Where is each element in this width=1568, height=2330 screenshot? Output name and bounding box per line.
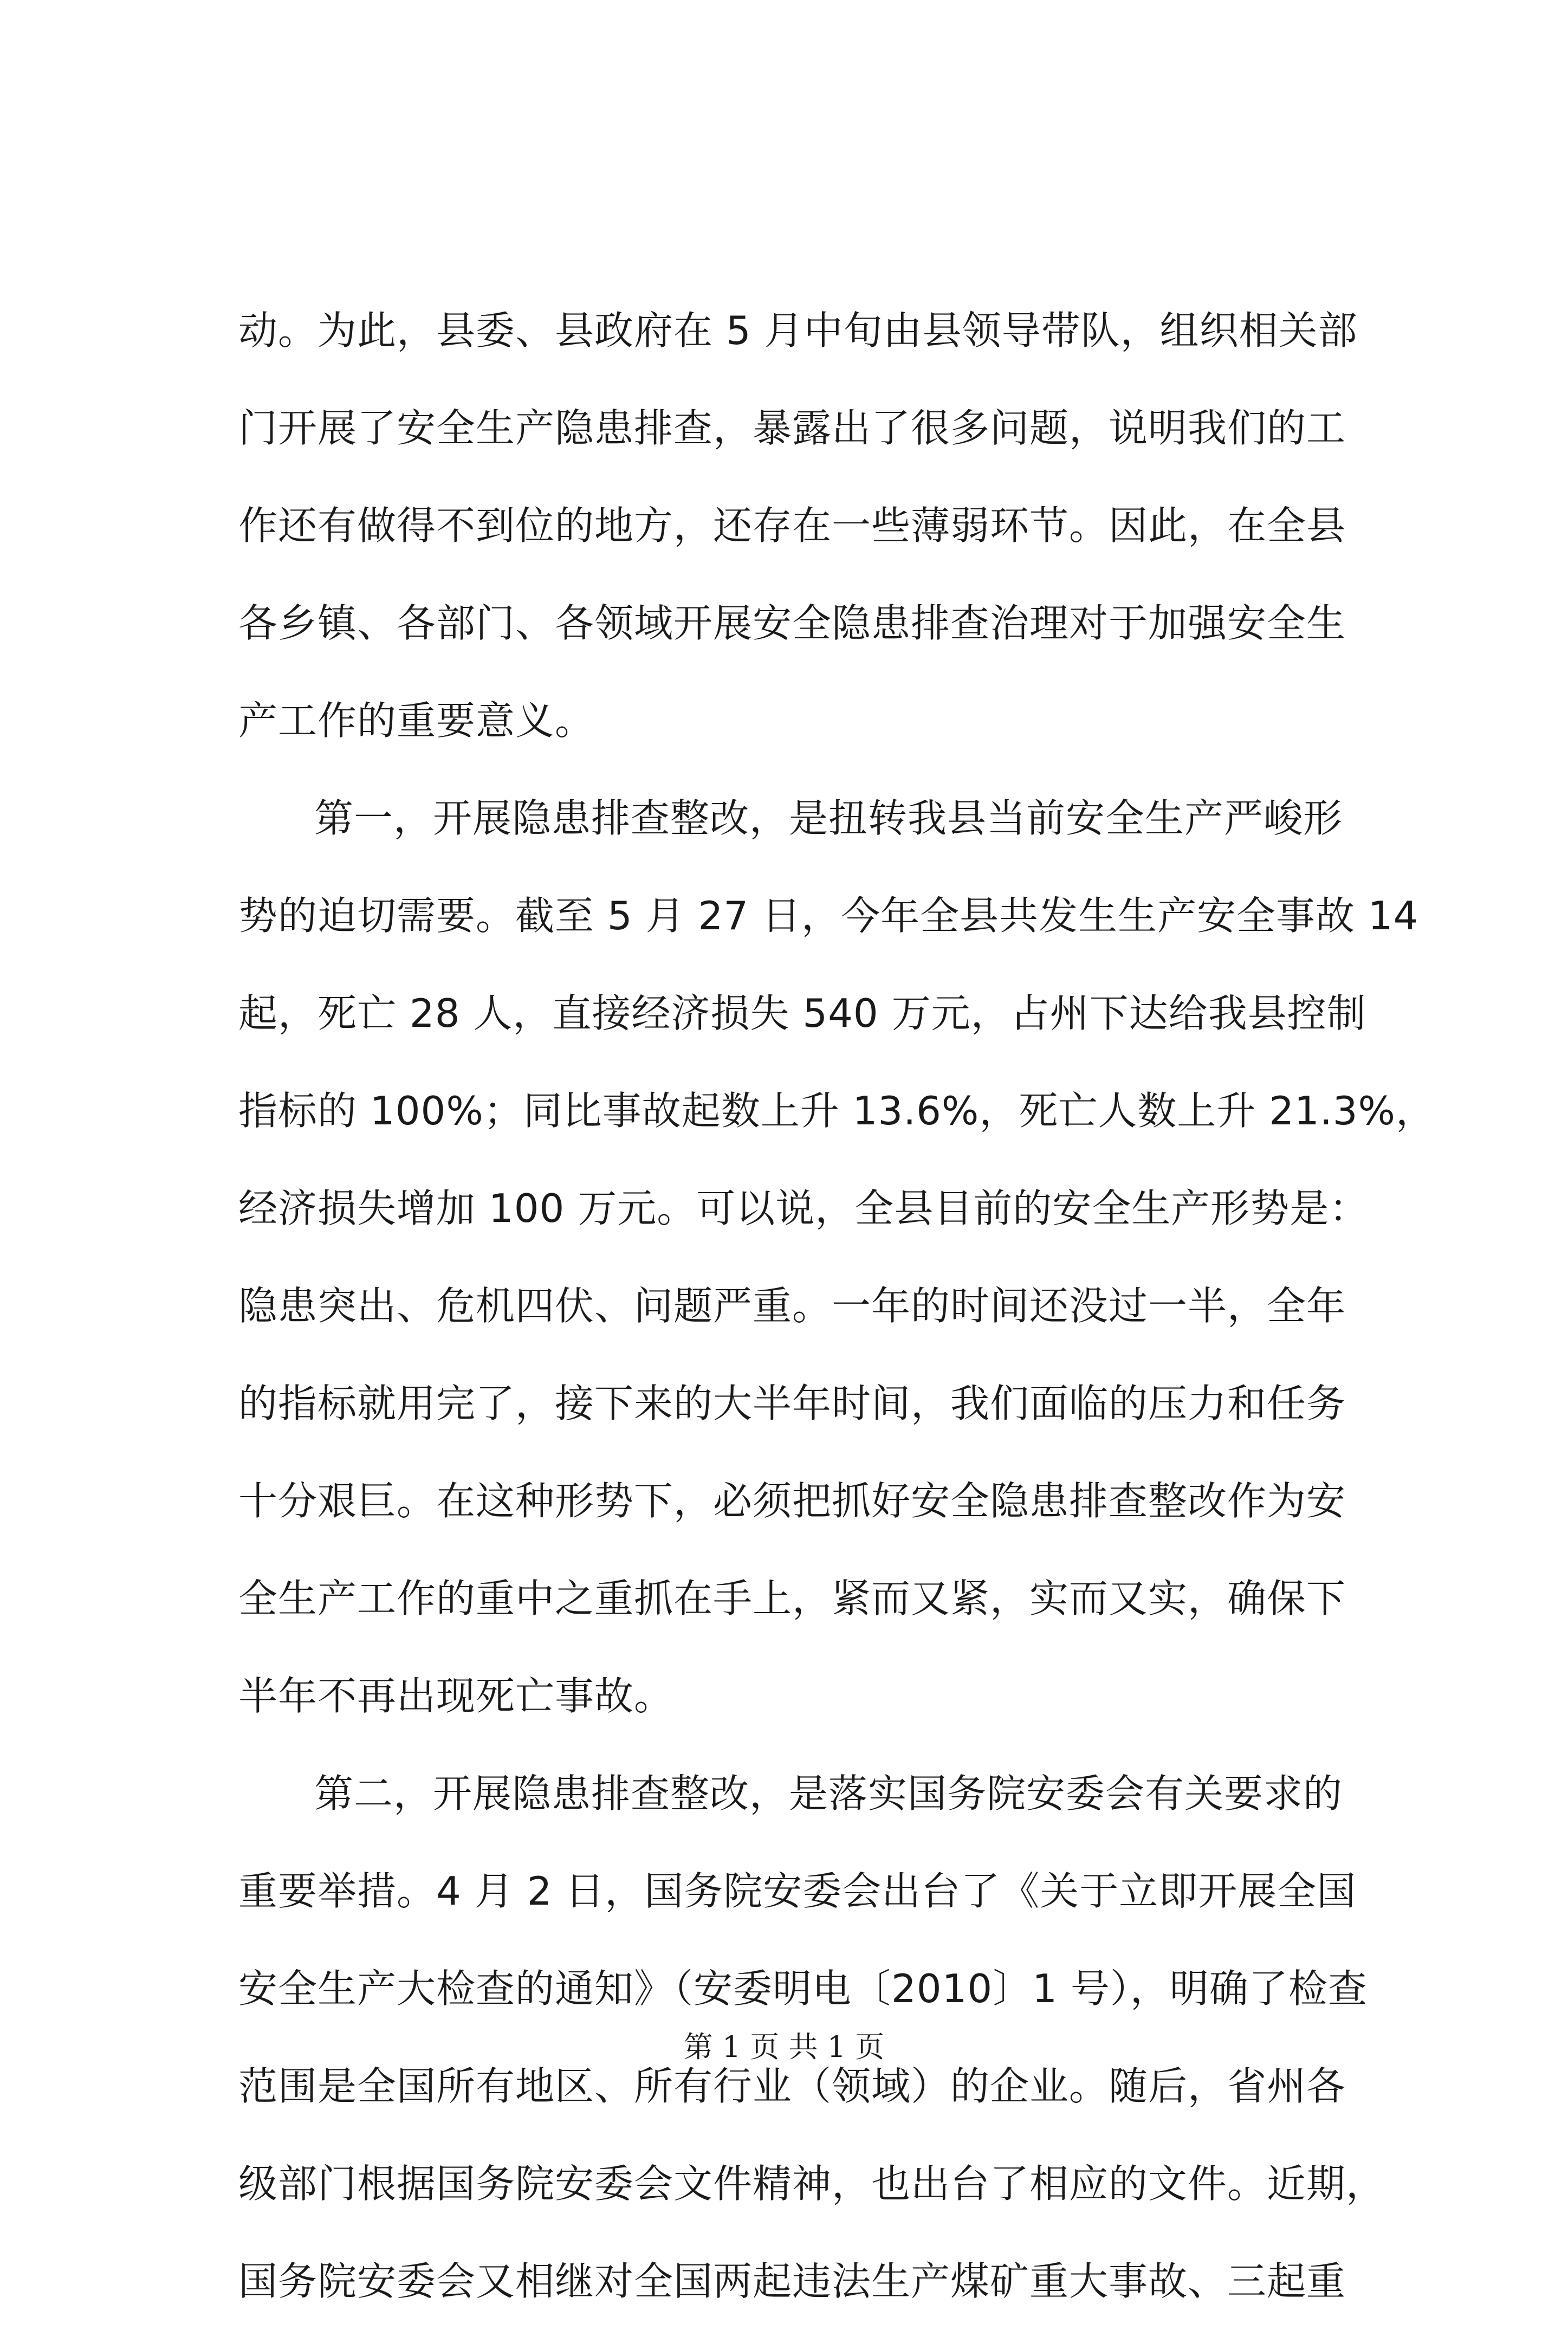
text-line-16: 第二，开展隐患排查整改，是落实国务院安委会有关要求的 bbox=[314, 1771, 1343, 1816]
text-line-15: 半年不再出现死亡事故。 bbox=[238, 1673, 674, 1719]
text-line-12: 的指标就用完了，接下来的大半年时间，我们面临的压力和任务 bbox=[238, 1381, 1346, 1426]
text-line-5: 产工作的重要意义。 bbox=[238, 698, 595, 743]
text-line-8: 起，死亡 28 人，直接经济损失 540 万元，占州下达给我县控制 bbox=[238, 991, 1366, 1036]
text-line-20: 级部门根据国务院安委会文件精神，也出台了相应的文件。近期， bbox=[238, 2161, 1386, 2206]
text-line-14: 全生产工作的重中之重抓在手上，紧而又紧，实而又实，确保下 bbox=[238, 1576, 1346, 1621]
text-line-3: 作还有做得不到位的地方，还存在一些薄弱环节。因此，在全县 bbox=[238, 503, 1346, 548]
text-line-7: 势的迫切需要。截至 5 月 27 日，今年全县共发生生产安全事故 14 bbox=[238, 893, 1419, 939]
page-footer: 第 1 页 共 1 页 bbox=[683, 2030, 885, 2064]
text-line-2: 门开展了安全生产隐患排查，暴露出了很多问题，说明我们的工 bbox=[238, 405, 1346, 451]
text-line-18: 安全生产大检查的通知》（安委明电〔2010〕1 号），明确了检查 bbox=[238, 1966, 1368, 2011]
text-line-21: 国务院安委会又相继对全国两起违法生产煤矿重大事故、三起重 bbox=[238, 2258, 1346, 2304]
text-line-10: 经济损失增加 100 万元。可以说，全县目前的安全生产形势是： bbox=[238, 1186, 1369, 1231]
text-line-19: 范围是全国所有地区、所有行业（领域）的企业。随后，省州各 bbox=[238, 2063, 1346, 2109]
text-line-1: 动。为此，县委、县政府在 5 月中旬由县领导带队，组织相关部 bbox=[238, 308, 1358, 353]
text-line-4: 各乡镇、各部门、各领域开展安全隐患排查治理对于加强安全生 bbox=[238, 600, 1346, 646]
text-line-6: 第一，开展隐患排查整改，是扭转我县当前安全生产严峻形 bbox=[314, 795, 1343, 841]
text-line-17: 重要举措。4 月 2 日，国务院安委会出台了《关于立即开展全国 bbox=[238, 1868, 1357, 1914]
text-line-11: 隐患突出、危机四伏、问题严重。一年的时间还没过一半，全年 bbox=[238, 1283, 1346, 1329]
text-line-9: 指标的 100%；同比事故起数上升 13.6%，死亡人数上升 21.3%， bbox=[238, 1088, 1435, 1134]
text-line-13: 十分艰巨。在这种形势下，必须把抓好安全隐患排查整改作为安 bbox=[238, 1478, 1346, 1524]
